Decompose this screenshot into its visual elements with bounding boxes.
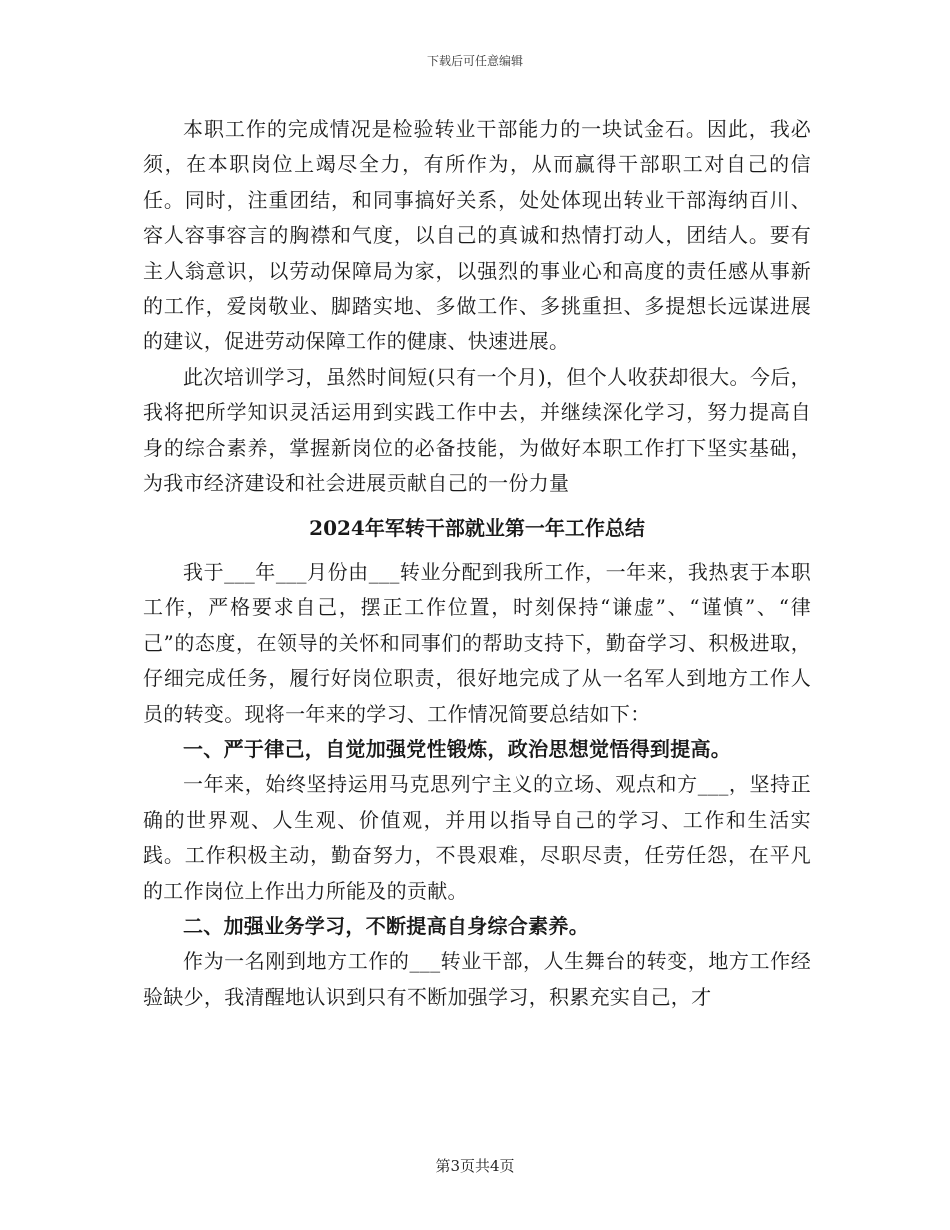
section-heading: 一、严于律己，自觉加强党性锻炼，政治思想觉悟得到提高。 — [183, 736, 732, 761]
document-body — [143, 112, 811, 1015]
section-paragraph: 作为一名刚到地方工作的___转业干部，人生舞台的转变，地方工作经验缺少，我清醒地认识到只有不断加强学习，积累充实自己，才 — [143, 949, 811, 1009]
page-header-note: 下载后可任意编辑 — [426, 54, 523, 68]
body-paragraph: 本职工作的完成情况是检验转业干部能力的一块试金石。因此，我必须，在本职岗位上竭尽全力，有所作为，从而赢得干部职工对自己的信任。同时，注重团结，和同事搞好关系，处处体现出转业干部海纳百川、容人容事容言的胸襟和气度，以自己的真诚和热情打动人，团结人。要有主人翁意识，以劳动保障局为家，以强烈的事业心和高度的责任感从事新的工作，爱岗敬业、脚踏实地、多做工作、多挑重担、多提想长远谋进展的建议，促进劳动保障工作的健康、快速进展。 — [143, 117, 811, 354]
section-heading: 二、加强业务学习，不断提高自身综合素养。 — [183, 913, 589, 938]
document-title: 2024年军转干部就业第一年工作总结 — [309, 516, 645, 541]
intro-paragraph: 我于___年___月份由___转业分配到我所工作，一年来，我热衷于本职工作，严格要求自己，摆正工作位置，时刻保持“谦虚”、“谨慎”、“律己”的态度，在领导的关怀和同事们的帮助支持下，勤奋学习、积极进取，仔细完成任务，履行好岗位职责，很好地完成了从一名军人到地方工作人员的转变。现将一年来的学习、工作情况简要总结如下： — [143, 559, 811, 726]
page-number: 第3页共4页 — [435, 1157, 515, 1175]
section-paragraph: 一年来，始终坚持运用马克思列宁主义的立场、观点和方___，坚持正确的世界观、人生观、价值观，并用以指导自己的学习、工作和生活实践。工作积极主动，勤奋努力，不畏艰难，尽职尽责，任劳任怨，在平凡的工作岗位上作出力所能及的贡献。 — [143, 772, 811, 903]
body-paragraph: 此次培训学习，虽然时间短(只有一个月)，但个人收获却很大。今后，我将把所学知识灵活运用到实践工作中去，并继续深化学习，努力提高自身的综合素养，掌握新岗位的必备技能，为做好本职工作打下坚实基础，为我市经济建设和社会进展贡献自己的一份力量 — [143, 364, 811, 496]
